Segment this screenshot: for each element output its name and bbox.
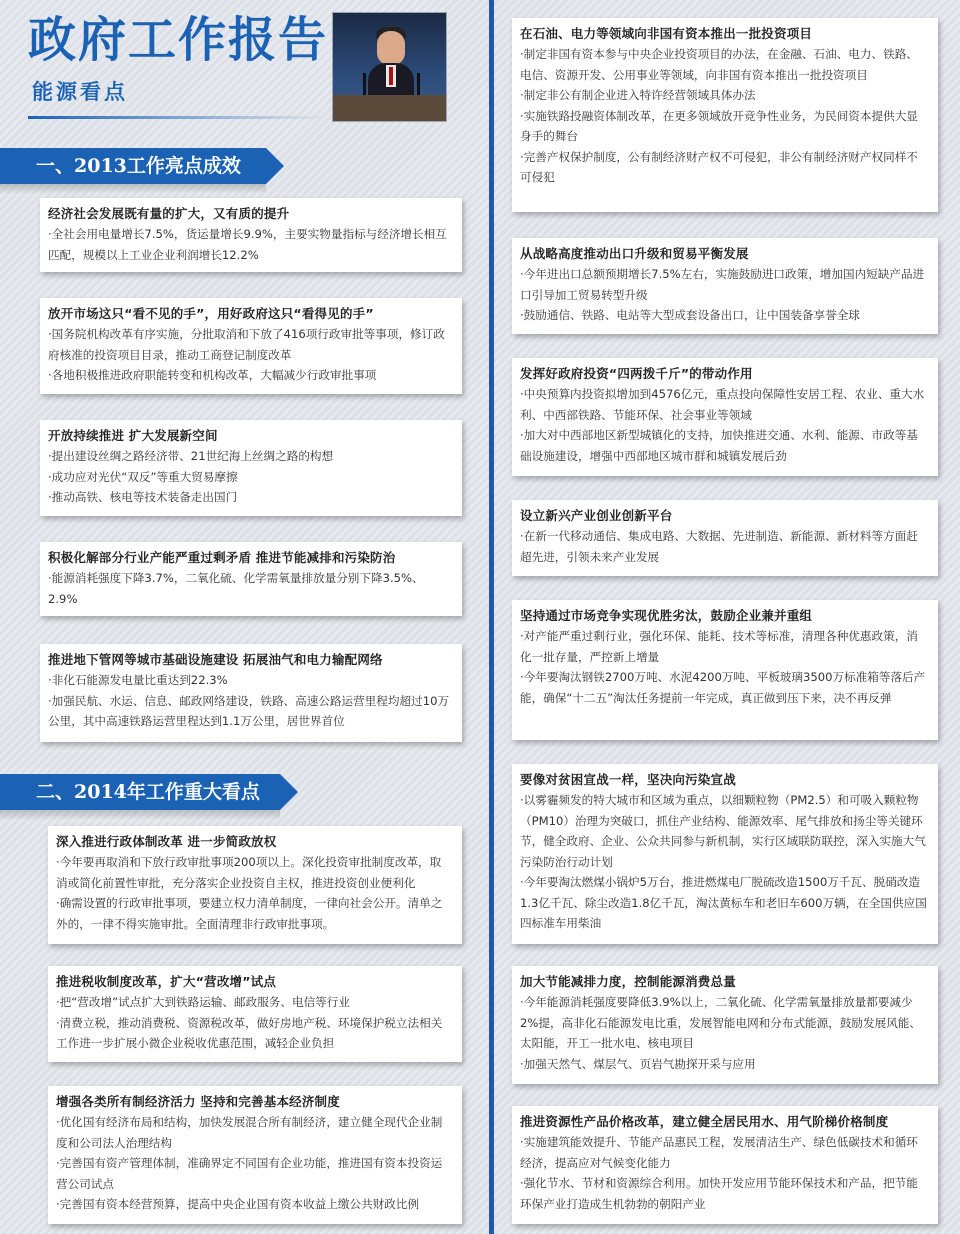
card-point: ·在新一代移动通信、集成电路、大数据、先进制造、新能源、新材料等方面赶超先进，引领未来产业发展 bbox=[520, 529, 918, 564]
card-title: 要像对贫困宣战一样，坚决向污染宣战 bbox=[520, 772, 736, 787]
info-card bbox=[512, 764, 938, 944]
card-title: 推进税收制度改革，扩大“营改增”试点 bbox=[56, 974, 277, 989]
card-point: ·加强民航、水运、信息、邮政网络建设，铁路、高速公路运营里程均超过10万公里，其中高速铁路运营里程达到1.1万公里，居世界首位 bbox=[48, 693, 450, 728]
card-point: ·能源消耗强度下降3.7%，二氧化硫、化学需氧量排放量分别下降3.5%、2.9% bbox=[48, 571, 424, 606]
card-point: ·今年要再取消和下放行政审批事项200项以上。深化投资审批制度改革，取消或简化前置性审批，充分落实企业投资自主权，推进投资创业便利化 bbox=[56, 855, 442, 890]
card-point: ·今年进出口总额预期增长7.5%左右，实施鼓励进口政策，增加国内短缺产品进口引导加工贸易转型升级 bbox=[520, 267, 925, 302]
card-point: ·强化节水、节材和资源综合利用。加快开发应用节能环保技术和产品，把节能环保产业打造成生机勃勃的朝阳产业 bbox=[520, 1176, 918, 1211]
info-card bbox=[48, 1086, 462, 1224]
card-title: 设立新兴产业创业创新平台 bbox=[520, 508, 673, 523]
page-title: 政府工作报告 bbox=[28, 12, 329, 68]
card-point: ·对产能严重过剩行业，强化环保、能耗、技术等标准，清理各种优惠政策，消化一批存量，严控新上增量 bbox=[520, 629, 918, 664]
card-point: ·完善国有资产管理体制，准确界定不同国有企业功能，推进国有资本投资运营公司试点 bbox=[56, 1156, 443, 1191]
card-point: ·确需设置的行政审批事项，要建立权力清单制度，一律向社会公开。清单之外的，一律不得实施审批。全面清理非行政审批事项。 bbox=[56, 896, 443, 931]
photo-head bbox=[377, 31, 405, 65]
card-title: 从战略高度推动出口升级和贸易平衡发展 bbox=[520, 246, 749, 261]
card-point: ·制定非国有资本参与中央企业投资项目的办法，在金融、石油、电力、铁路、电信、资源开发、公用事业等领域，向非国有资本推出一批投资项目 bbox=[520, 47, 918, 82]
card-point: ·鼓励通信、铁路、电站等大型成套设备出口，让中国装备享誉全球 bbox=[520, 308, 860, 322]
card-title: 坚持通过市场竞争实现优胜劣汰，鼓励企业兼并重组 bbox=[520, 608, 813, 623]
info-card bbox=[512, 1106, 938, 1224]
info-card bbox=[40, 198, 462, 272]
card-point: ·提出建设丝绸之路经济带、21世纪海上丝绸之路的构想 bbox=[48, 449, 334, 463]
card-title: 推进地下管网等城市基础设施建设 拓展油气和电力输配网络 bbox=[48, 652, 383, 667]
info-card bbox=[48, 826, 462, 944]
card-point: ·国务院机构改革有序实施，分批取消和下放了416项行政审批等事项，修订政府核准的投资项目目录，推动工商登记制度改革 bbox=[48, 327, 445, 362]
speaker-photo bbox=[332, 12, 447, 122]
card-point: ·今年能源消耗强度要降低3.9%以上，二氧化硫、化学需氧量排放量都要减少2%提，高非化石能源发电比重，发展智能电网和分布式能源，鼓励发展风能、太阳能，开工一批水电、核电项目 bbox=[520, 995, 921, 1050]
section-heading-2013: 一、2013工作亮点成效 bbox=[0, 148, 266, 184]
card-point: ·非化石能源发电量比重达到22.3% bbox=[48, 673, 228, 687]
info-card bbox=[40, 420, 462, 516]
card-point: ·推动高铁、核电等技术装备走出国门 bbox=[48, 490, 238, 504]
title-underline bbox=[28, 116, 328, 119]
info-card bbox=[512, 358, 938, 476]
card-point: ·优化国有经济布局和结构，加快发展混合所有制经济，建立健全现代企业制度和公司法人治理结构 bbox=[56, 1115, 443, 1150]
info-card bbox=[512, 500, 938, 576]
card-point: ·完善产权保护制度，公有制经济财产权不可侵犯，非公有制经济财产权同样不可侵犯 bbox=[520, 149, 918, 184]
card-point: ·制定非公有制企业进入特许经营领域具体办法 bbox=[520, 88, 756, 102]
card-point: ·加大对中西部地区新型城镇化的支持，加快推进交通、水利、能源、市政等基础设施建设，增强中西部地区城市群和城镇发展后劲 bbox=[520, 428, 918, 463]
card-title: 在石油、电力等领域向非国有资本推出一批投资项目 bbox=[520, 26, 813, 41]
card-point: ·实施建筑能效提升、节能产品惠民工程，发展清洁生产、绿色低碳技术和循环经济，提高应对气候变化能力 bbox=[520, 1135, 918, 1170]
page-subtitle: 能源看点 bbox=[32, 80, 128, 104]
info-card bbox=[48, 966, 462, 1062]
info-card bbox=[512, 600, 938, 740]
card-point: ·全社会用电量增长7.5%，货运量增长9.9%，主要实物量指标与经济增长相互匹配，规模以上工业企业利润增长12.2% bbox=[48, 227, 447, 262]
card-title: 加大节能减排力度，控制能源消费总量 bbox=[520, 974, 736, 989]
column-divider bbox=[489, 0, 494, 1234]
card-point: ·以雾霾频发的特大城市和区域为重点，以细颗粒物（PM2.5）和可吸入颗粒物（PM10）治理为突破口，抓住产业结构、能源效率、尾气排放和扬尘等关键环节，健全政府、企业、公众共同参与新机制，实行区域联防联控，深入实施大气污染防治行动计划 bbox=[520, 793, 926, 869]
photo-podium bbox=[333, 95, 446, 121]
card-point: ·各地积极推进政府职能转变和机构改革，大幅减少行政审批事项 bbox=[48, 368, 377, 382]
ribbon-shadow bbox=[0, 184, 266, 194]
info-card bbox=[512, 18, 938, 212]
card-point: ·把“营改增”试点扩大到铁路运输、邮政服务、电信等行业 bbox=[56, 995, 350, 1009]
ribbon-shadow bbox=[0, 810, 280, 820]
card-title: 经济社会发展既有量的扩大，又有质的提升 bbox=[48, 206, 290, 221]
info-card bbox=[512, 238, 938, 334]
card-point: ·完善国有资本经营预算，提高中央企业国有资本收益上缴公共财政比例 bbox=[56, 1197, 420, 1211]
card-title: 开放持续推进 扩大发展新空间 bbox=[48, 428, 218, 443]
card-point: ·今年要淘汰燃煤小锅炉5万台，推进燃煤电厂脱硫改造1500万千瓦、脱硝改造1.3亿千瓦、除尘改造1.8亿千瓦，淘汰黄标车和老旧车600万辆，在全国供应国四标准车用柴油 bbox=[520, 875, 927, 930]
card-point: ·中央预算内投资拟增加到4576亿元，重点投向保障性安居工程、农业、重大水利、中西部铁路、节能环保、社会事业等领域 bbox=[520, 387, 925, 422]
card-point: ·成功应对光伏“双反”等重大贸易摩擦 bbox=[48, 469, 238, 484]
card-title: 推进资源性产品价格改革，建立健全居民用水、用气阶梯价格制度 bbox=[520, 1114, 889, 1129]
card-title: 深入推进行政体制改革 进一步简政放权 bbox=[56, 834, 277, 849]
card-point: ·实施铁路投融资体制改革，在更多领域放开竞争性业务，为民间资本提供大显身手的舞台 bbox=[520, 108, 918, 143]
card-title: 积极化解部分行业产能严重过剩矛盾 推进节能减排和污染防治 bbox=[48, 550, 396, 565]
info-card bbox=[40, 298, 462, 394]
card-title: 增强各类所有制经济活力 坚持和完善基本经济制度 bbox=[56, 1094, 340, 1109]
card-point: ·加强天然气、煤层气、页岩气勘探开采与应用 bbox=[520, 1056, 756, 1071]
card-title: 放开市场这只“看不见的手”，用好政府这只“看得见的手” bbox=[48, 306, 374, 321]
section-heading-2014: 二、2014年工作重大看点 bbox=[0, 774, 280, 810]
photo-tie bbox=[389, 67, 393, 85]
card-title: 发挥好政府投资“四两拨千斤”的带动作用 bbox=[520, 366, 753, 381]
card-point: ·今年要淘汰钢铁2700万吨、水泥4200万吨、平板玻璃3500万标准箱等落后产能，确保“十二五”淘汰任务提前一年完成，真正做到压下来，决不再反弹 bbox=[520, 670, 926, 705]
card-point: ·清费立税，推动消费税、资源税改革，做好房地产税、环境保护税立法相关工作进一步扩展小微企业税收优惠范围，减轻企业负担 bbox=[56, 1015, 443, 1050]
info-card bbox=[512, 966, 938, 1084]
info-card bbox=[40, 542, 462, 616]
info-card bbox=[40, 644, 462, 742]
